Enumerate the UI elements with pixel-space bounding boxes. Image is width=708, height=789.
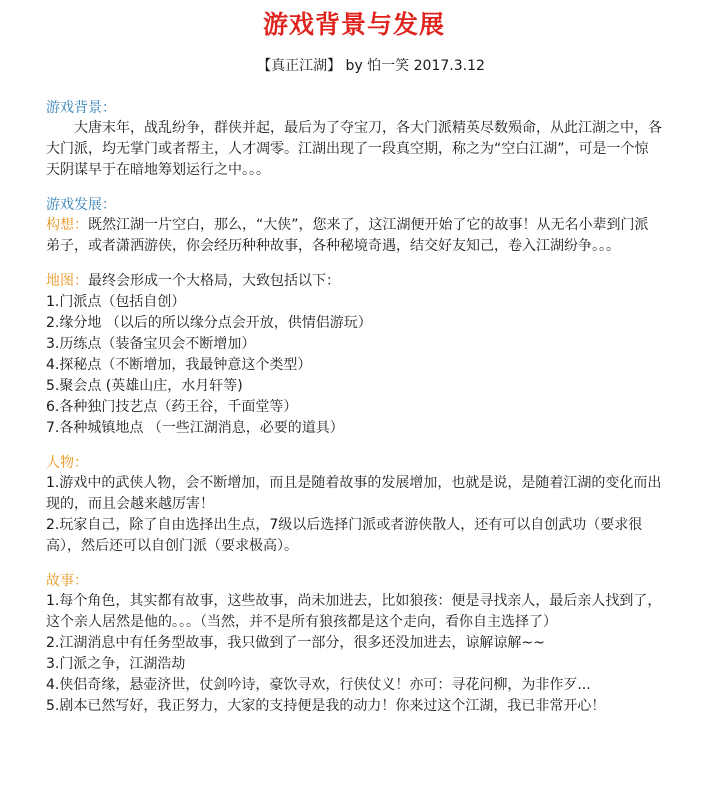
list-item: 2.玩家自己，除了自由选择出生点，7级以后选择门派或者游侠散人，还有可以自创武功（要求很高），然后还可以自创门派（要求极高）。 [46,517,643,554]
list-item: 1.每个角色，其实都有故事，这些故事，尚未加进去，比如狼孩：便是寻找亲人，最后亲人找到了，这个亲人居然是他的。。。（当然，并不是所有狼孩都是这个走向，看你自主选择了） [46,593,662,630]
section-heading-development: 游戏发展： [46,197,116,213]
background-paragraph: 大唐末年，战乱纷争，群侠并起，最后为了夺宝刀，各大门派精英尽数殒命，从此江湖之中，各大门派，均无掌门或者帮主，人才凋零。江湖出现了一段真空期，称之为“空白江湖”，可是一个惊天阴谋早于在暗地筹划运行之中。。。 [46,120,662,178]
list-item: 7.各种城镇地点 （一些江湖消息，必要的道具） [46,420,344,436]
map-intro [46,271,662,292]
list-item: 3.门派之争，江湖浩劫 [46,656,186,672]
list-item: 4.探秘点（不断增加，我最钟意这个类型） [46,357,312,373]
list-item: 1.游戏中的武侠人物，会不断增加，而且是随着故事的发展增加，也就是说，是随着江湖的变化而出现的，而且会越来越厉害！ [46,475,662,512]
list-item: 5.聚会点 (英雄山庄，水月轩等) [46,378,243,394]
list-item: 2.江湖消息中有任务型故事，我只做到了一部分，很多还没加进去，谅解谅解~~ [46,635,545,651]
list-item: 4.侠侣奇缘，悬壶济世，仗剑吟诗，豪饮寻欢，行侠仗义！亦可：寻花问柳，为非作歹... [46,677,591,693]
list-item: 3.历练点（装备宝贝会不断增加） [46,336,256,352]
list-item: 2.缘分地 （以后的所以缘分点会开放，供情侣游玩） [46,315,372,331]
map-list [46,292,662,439]
section-heading-characters: 人物： [46,455,88,471]
byline: 【真正江湖】 by 怕一笑 2017.3.12 [257,58,485,74]
list-item: 1.门派点（包括自创） [46,294,186,310]
map-intro-text: 最终会形成一个大格局，大致包括以下： [88,273,340,289]
page-title: 游戏背景与发展 [262,10,445,39]
concept-paragraph [46,215,662,257]
list-item: 6.各种独门技艺点（药王谷，千面堂等） [46,399,298,415]
section-heading-story: 故事： [46,573,88,589]
map-label: 地图： [46,273,88,289]
concept-text: 既然江湖一片空白，那么，“大侠”，您来了，这江湖便开始了它的故事！从无名小辈到门派弟子，或者潇洒游侠，你会经历种种故事，各种秘境奇遇，结交好友知己，卷入江湖纷争。。。 [46,217,649,254]
concept-label: 构想： [46,217,88,233]
section-heading-background: 游戏背景： [46,100,116,116]
list-item: 5.剧本已然写好，我正努力，大家的支持便是我的动力！你来过这个江湖，我已非常开心！ [46,698,606,714]
